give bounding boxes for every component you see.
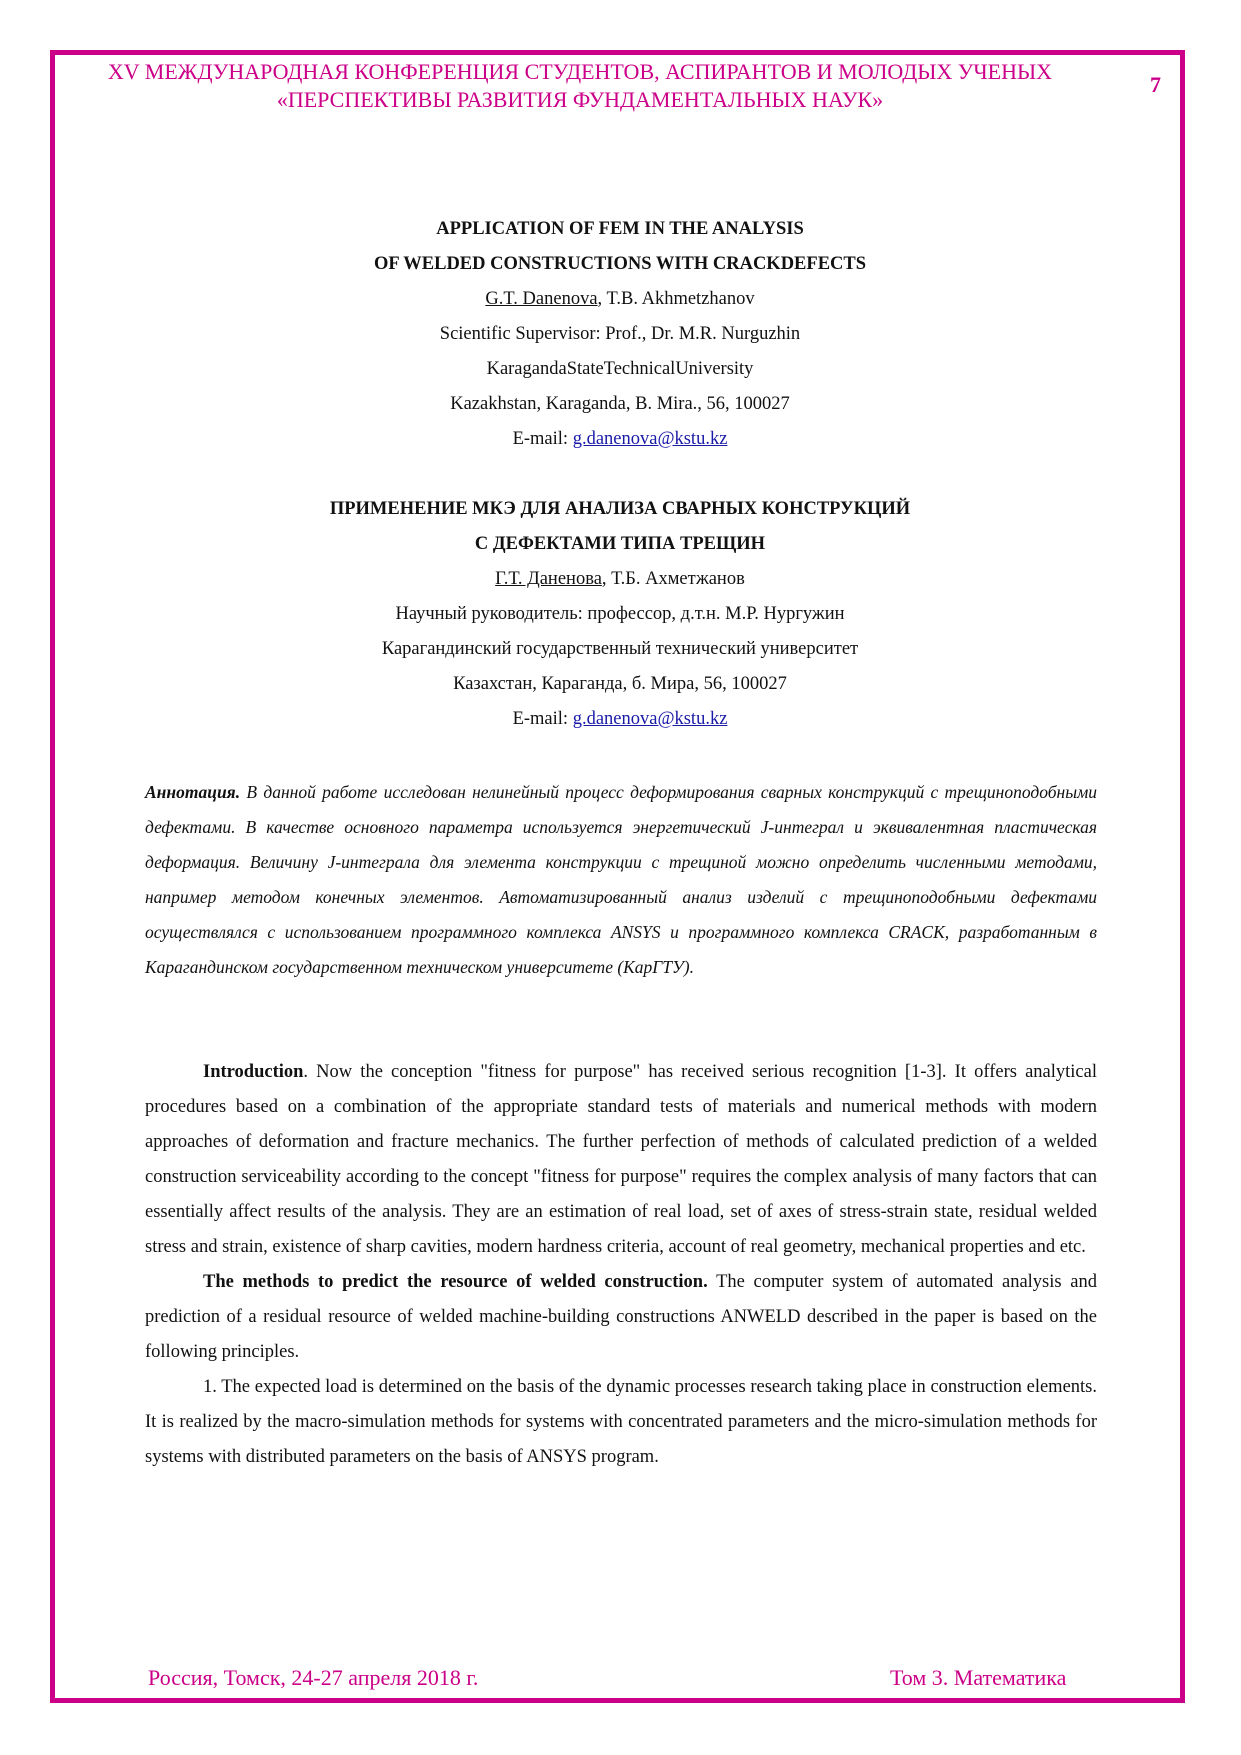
page-number: 7 [1150, 72, 1161, 97]
russian-email-line [145, 702, 1095, 737]
introduction-paragraph [145, 1055, 1097, 1265]
english-email-label: E-mail: [512, 429, 573, 449]
english-title-block [145, 212, 1095, 457]
abstract [145, 775, 1097, 985]
russian-email-link[interactable]: g.danenova@kstu.kz [572, 709, 728, 729]
body-text [145, 1055, 1097, 1475]
english-co-author: , T.B. Akhmetzhanov [597, 289, 755, 309]
english-address: Kazakhstan, Karaganda, B. Mira., 56, 100027 [450, 394, 790, 414]
footer-location-date: Россия, Томск, 24-27 апреля 2018 г. [148, 1665, 479, 1690]
conference-header [60, 58, 1100, 114]
methods-text: The computer system of automated analysis and prediction of a residual resource of welded machine-building constructions ANWELD described in the paper is based on the following principles. [145, 1272, 1097, 1362]
russian-title-block [145, 492, 1095, 737]
russian-email-label: E-mail: [512, 709, 573, 729]
english-main-author: G.T. Danenova [485, 289, 598, 309]
russian-title-line-1: ПРИМЕНЕНИЕ МКЭ ДЛЯ АНАЛИЗА СВАРНЫХ КОНСТРУКЦИЙ [329, 499, 911, 519]
abstract-label: Аннотация. [145, 782, 241, 802]
russian-main-author: Г.Т. Даненова [495, 569, 602, 589]
english-title-line-1: APPLICATION OF FEM IN THE ANALYSIS [436, 219, 804, 239]
english-title-line-2: OF WELDED CONSTRUCTIONS WITH CRACKDEFECTS [373, 254, 867, 274]
english-supervisor: Scientific Supervisor: Prof., Dr. M.R. Nurguzhin [439, 324, 801, 344]
english-authors [145, 282, 1095, 317]
russian-title-line-2: С ДЕФЕКТАМИ ТИПА ТРЕЩИН [474, 534, 766, 554]
abstract-text: В данной работе исследован нелинейный процесс деформирования сварных конструкций с трещиноподобными дефектами. В качестве основного параметра используется энергетический J-интеграл и эквивалентная пластическая деформация. Величину J-интеграла для элемента конструкции с трещиной можно определить численными методами, например методом конечных элементов. Автоматизированный анализ изделий с трещиноподобными дефектами осуществлялся с использованием программного комплекса ANSYS и программного комплекса CRACK, разработанным в Карагандинском государственном техническом университете (КарГТУ). [145, 782, 1097, 977]
header-line-2: «ПЕРСПЕКТИВЫ РАЗВИТИЯ ФУНДАМЕНТАЛЬНЫХ НАУК» [276, 87, 884, 112]
footer-volume: Том 3. Математика [890, 1665, 1067, 1690]
methods-paragraph [145, 1265, 1097, 1370]
english-university: KaragandaStateTechnicalUniversity [486, 359, 754, 379]
english-email-line [145, 422, 1095, 457]
russian-co-author: , Т.Б. Ахметжанов [601, 569, 745, 589]
methods-label: The methods to predict the resource of welded construction. [203, 1272, 708, 1292]
principle-item-1: 1. The expected load is determined on the basis of the dynamic processes research taking place in construction elements. It is realized by the macro-simulation methods for systems with concentrated parameters and the micro-simulation methods for systems with distributed parameters on the basis of ANSYS program. [145, 1377, 1097, 1467]
russian-supervisor: Научный руководитель: профессор, д.т.н. М.Р. Нургужин [395, 604, 845, 624]
russian-authors [145, 562, 1095, 597]
introduction-label: Introduction [203, 1062, 304, 1082]
introduction-text: . Now the conception "fitness for purpose" has received serious recognition [1-3]. It offers analytical procedures based on a combination of the appropriate standard tests of materials and numerical methods with modern approaches of deformation and fracture mechanics. The further perfection of methods of calculated prediction of a welded construction serviceability according to the concept "fitness for purpose" requires the complex analysis of many factors that can essentially affect results of the analysis. They are an estimation of real load, set of axes of stress-strain state, residual welded stress and strain, existence of sharp cavities, modern hardness criteria, account of real geometry, mechanical properties and etc. [145, 1062, 1097, 1257]
russian-address: Казахстан, Караганда, б. Мира, 56, 100027 [453, 674, 787, 694]
english-email-link[interactable]: g.danenova@kstu.kz [572, 429, 728, 449]
russian-university: Карагандинский государственный технический университет [381, 639, 859, 659]
header-line-1: XV МЕЖДУНАРОДНАЯ КОНФЕРЕНЦИЯ СТУДЕНТОВ, АСПИРАНТОВ И МОЛОДЫХ УЧЕНЫХ [107, 59, 1053, 84]
